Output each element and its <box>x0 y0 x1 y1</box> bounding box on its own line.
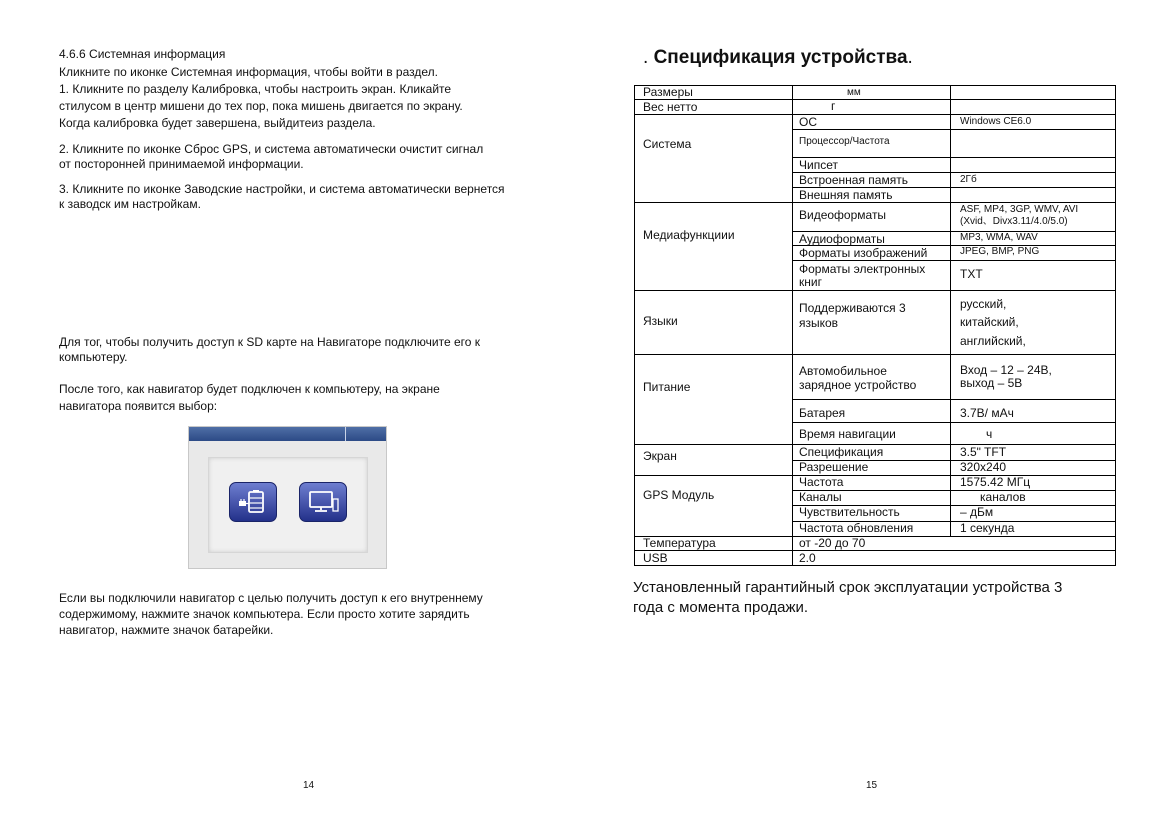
paragraph-line: После того, как навигатор будет подключен к компьютеру, на экране <box>59 382 440 396</box>
paragraph-line: навигатора появится выбор: <box>59 399 218 413</box>
spec-value: 2Гб <box>960 174 977 185</box>
title-suffix: . <box>907 47 913 68</box>
spec-sublabel: зарядное устройство <box>799 378 917 392</box>
spec-title <box>643 47 913 69</box>
spec-sublabel: Частота <box>799 475 844 489</box>
spec-value: 2.0 <box>799 551 816 565</box>
spec-label: GPS Модуль <box>643 488 715 502</box>
spec-value: 320x240 <box>960 460 1007 474</box>
spec-label: Вес нетто <box>643 100 698 114</box>
spec-label: Медиафункциии <box>643 228 735 242</box>
spec-value: 1575.42 МГц <box>960 475 1031 489</box>
spec-value: китайский, <box>960 315 1019 329</box>
spec-label: Языки <box>643 314 678 328</box>
spec-value: г <box>831 99 836 113</box>
spec-label: Температура <box>643 536 716 550</box>
spec-sublabel: книг <box>799 275 822 289</box>
spec-sublabel: Частота обновления <box>799 521 914 535</box>
spec-sublabel: Внешняя память <box>799 188 893 202</box>
spec-value: выход – 5В <box>960 376 1023 390</box>
spec-value: каналов <box>980 490 1026 504</box>
title-text: Спецификация устройства <box>653 47 908 68</box>
spec-value: английский, <box>960 334 1026 348</box>
spec-value: ASF, MP4, 3GP, WMV, AVI <box>960 204 1079 215</box>
spec-value: 3.5" TFT <box>960 445 1007 459</box>
computer-connect-button[interactable] <box>299 482 347 522</box>
spec-table <box>634 85 1116 566</box>
spec-label: Питание <box>643 380 691 394</box>
battery-icon <box>235 489 271 515</box>
warranty-line: Установленный гарантийный срок эксплуатации устройства 3 <box>633 579 1063 596</box>
spec-sublabel: Чувствительность <box>799 505 900 519</box>
spec-label: Экран <box>643 449 677 463</box>
spec-sublabel: Видеоформаты <box>799 208 887 222</box>
title-prefix: . <box>643 47 654 68</box>
usb-connection-dialog <box>188 426 387 569</box>
battery-charge-button[interactable] <box>229 482 277 522</box>
paragraph-line: содержимому, нажмите значок компьютера. Если просто хотите зарядить <box>59 607 470 621</box>
warranty-line: года с момента продажи. <box>633 599 809 616</box>
spec-value: ч <box>986 427 993 441</box>
spec-sublabel: Встроенная память <box>799 173 908 187</box>
paragraph-line: навигатор, нажмите значок батарейки. <box>59 623 274 637</box>
dialog-panel <box>208 457 368 553</box>
paragraph-line: к заводск им настройкам. <box>59 197 201 211</box>
paragraph-line: 2. Кликните по иконке Сброс GPS, и система автоматически очистит сигнал <box>59 142 484 156</box>
spec-value: от -20 до 70 <box>799 536 866 550</box>
paragraph-line: 3. Кликните по иконке Заводские настройки, и система автоматически вернется <box>59 182 505 196</box>
page-number: 15 <box>866 780 878 791</box>
paragraph-line: Кликните по иконке Системная информация, чтобы войти в раздел. <box>59 65 438 79</box>
spec-value: русский, <box>960 297 1007 311</box>
spec-value: MP3, WMA, WAV <box>960 232 1038 243</box>
spec-value: 3.7В/ мАч <box>960 406 1014 420</box>
warranty-note <box>633 578 1062 618</box>
paragraph-line: стилусом в центр мишени до тех пор, пока мишень двигается по экрану. <box>59 99 463 113</box>
spec-label: Система <box>643 137 692 151</box>
spec-sublabel: языков <box>799 316 839 330</box>
page-number: 14 <box>303 780 315 791</box>
spec-sublabel: ОС <box>799 115 817 129</box>
spec-value: 1 секунда <box>960 521 1015 535</box>
spec-sublabel: Спецификация <box>799 445 884 459</box>
spec-label: Размеры <box>643 85 693 99</box>
paragraph-line: Для тог, чтобы получить доступ к SD карте на Навигаторе подключите его к <box>59 335 481 349</box>
spec-value: мм <box>847 87 861 98</box>
paragraph-line: компьютеру. <box>59 350 128 364</box>
spec-sublabel: Разрешение <box>799 460 869 474</box>
spec-sublabel: Каналы <box>799 490 842 504</box>
spec-sublabel: Поддерживаются 3 <box>799 301 906 315</box>
paragraph-line: 1. Кликните по разделу Калибровка, чтобы настроить экран. Кликайте <box>59 82 452 96</box>
paragraph-line: Когда калибровка будет завершена, выйдитеиз раздела. <box>59 116 376 130</box>
dialog-title-bar <box>189 427 386 441</box>
spec-sublabel: Батарея <box>799 406 846 420</box>
spec-sublabel: Процессор/Частота <box>799 136 890 147</box>
spec-sublabel: Автомобильное <box>799 364 887 378</box>
spec-value: Вход – 12 – 24В, <box>960 363 1052 377</box>
computer-icon <box>305 489 341 515</box>
spec-value: TXT <box>960 267 983 281</box>
spec-value: (Xvid、Divx3.11/4.0/5.0) <box>960 216 1068 227</box>
spec-label: USB <box>643 551 668 565</box>
spec-sublabel: Чипсет <box>799 158 838 172</box>
spec-value: JPEG, BMP, PNG <box>960 246 1040 257</box>
spec-value: – дБм <box>960 505 994 519</box>
spec-sublabel: Форматы электронных <box>799 262 926 276</box>
paragraph-line: Если вы подключили навигатор с целью получить доступ к его внутреннему <box>59 591 483 605</box>
spec-sublabel: Форматы изображений <box>799 246 928 260</box>
spec-sublabel: Аудиоформаты <box>799 232 885 246</box>
paragraph-line: от посторонней принимаемой информации. <box>59 157 304 171</box>
section-heading: 4.6.6 Системная информация <box>59 47 226 61</box>
spec-sublabel: Время навигации <box>799 427 896 441</box>
spec-value: Windows CE6.0 <box>960 116 1032 127</box>
